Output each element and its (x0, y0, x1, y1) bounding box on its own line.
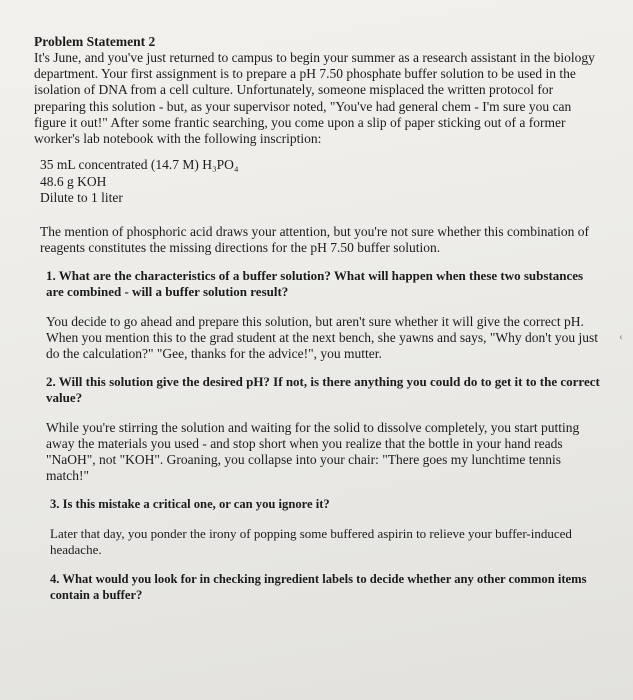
aspirin-paragraph: Later that day, you ponder the irony of popping some buffered aspirin to relieve your buffer-induced headache. (50, 525, 572, 557)
question-3: 3. Is this mistake a critical one, or can you ignore it? (50, 497, 330, 512)
recipe-line-dilute: Dilute to 1 liter (40, 190, 123, 206)
naoh-paragraph: While you're stirring the solution and waiting for the solid to dissolve completely, you start putting away the materials you used - and stop short when you realize that the bottle in your hand reads "NaOH", not "KOH". Groaning, you collapse into your chair: "There goes my lunchtime tennis match!" (46, 419, 580, 484)
question-2: 2. Will this solution give the desired pH? If not, is there anything you could do to get it to the correct value? (46, 374, 600, 406)
recipe-line-acid: 35 mL concentrated (14.7 M) H₃PO₄ (40, 157, 239, 173)
page-edge-mark-icon: ‹ (619, 329, 623, 343)
question-4: 4. What would you look for in checking ingredient labels to decide whether any other common items contain a buffer? (50, 571, 587, 602)
recipe-line-base: 48.6 g KOH (40, 173, 107, 189)
calculation-paragraph: You decide to go ahead and prepare this solution, but aren't sure whether it will give the correct pH. When you mention this to the grad student at the next bench, she yawns and says, "Why don't you just do the calculation?" "Gee, thanks for the advice!", you mutter. (46, 313, 598, 361)
problem-title: Problem Statement 2 (34, 34, 156, 49)
phosphoric-acid-paragraph: The mention of phosphoric acid draws your attention, but you're not sure whether this combination of reagents constitutes the missing directions for the pH 7.50 buffer solution. (40, 223, 590, 255)
intro-paragraph: It's June, and you've just returned to campus to begin your summer as a research assistant in the biology department. Your first assignment is to prepare a pH 7.50 phosphate buffer solution to be used in the isolation of DNA from a cell culture. Unfortunately, someone misplaced the written protocol for preparing this solution - but, as your supervisor noted, "You've had general chem - I'm sure you can figure it out!" After some frantic searching, you come upon a slip of paper sticking out of a former worker's lab notebook with the following inscription: (34, 50, 595, 147)
reagent-recipe (40, 157, 604, 207)
question-1: 1. What are the characteristics of a buffer solution? What will happen when these two substances are combined - will a buffer solution result? (46, 268, 584, 300)
document-body (34, 34, 604, 616)
